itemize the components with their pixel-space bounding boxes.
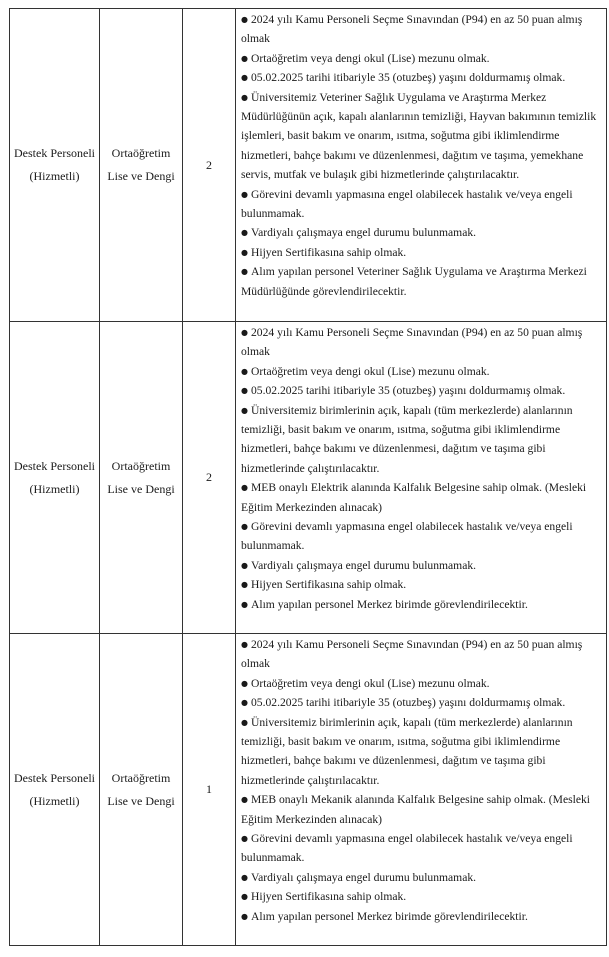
table-row xyxy=(10,634,607,946)
requirement-text: Vardiyalı çalışmaya engel durumu bulunmamak. xyxy=(250,870,477,884)
requirement-text: Görevini devamlı yapmasına engel olabilecek hastalık ve/veya engeli bulunmamak. xyxy=(241,520,573,553)
bullet-icon: ● xyxy=(241,247,248,257)
requirement-text: 05.02.2025 tarihi itibariyle 35 (otuzbeş) yaşını doldurmamış olmak. xyxy=(250,696,566,710)
bullet-icon: ● xyxy=(241,73,248,83)
positions-table xyxy=(9,8,607,946)
requirement-item xyxy=(241,362,602,381)
position-cell xyxy=(10,322,100,634)
requirement-item xyxy=(241,243,602,262)
requirements-cell xyxy=(236,634,607,946)
education-cell xyxy=(100,322,183,634)
education-detail: Lise ve Dengi xyxy=(107,481,175,496)
bullet-icon: ● xyxy=(241,560,248,570)
requirement-item xyxy=(241,635,602,674)
position-title: Destek Personeli xyxy=(14,146,95,160)
education-level: Ortaöğretim xyxy=(111,458,171,473)
requirement-text: Hijyen Sertifikasına sahip olmak. xyxy=(250,245,407,259)
requirement-text: Vardiyalı çalışmaya engel durumu bulunmamak. xyxy=(250,226,477,240)
position-title: Destek Personeli xyxy=(14,770,95,785)
requirement-item xyxy=(241,556,602,575)
requirement-text: 2024 yılı Kamu Personeli Seçme Sınavından (P94) en az 50 puan almış olmak xyxy=(241,638,583,671)
count-cell xyxy=(183,322,236,634)
requirement-item xyxy=(241,713,602,791)
bullet-icon: ● xyxy=(241,599,248,609)
requirement-item xyxy=(241,381,602,400)
requirement-item xyxy=(241,790,602,829)
requirement-text: Hijyen Sertifikasına sahip olmak. xyxy=(250,890,407,904)
requirement-text: Görevini devamlı yapmasına engel olabilecek hastalık ve/veya engeli bulunmamak. xyxy=(241,187,573,221)
bullet-icon: ● xyxy=(241,911,248,921)
requirement-text: 05.02.2025 tarihi itibariyle 35 (otuzbeş) yaşını doldurmamış olmak. xyxy=(250,71,566,85)
position-subtitle: (Hizmetli) xyxy=(29,169,80,183)
bullet-icon: ● xyxy=(241,522,248,532)
requirement-item xyxy=(241,693,602,712)
bullet-icon: ● xyxy=(241,267,248,277)
bullet-icon: ● xyxy=(241,678,248,688)
bullet-icon: ● xyxy=(241,53,248,63)
requirement-text: Hijyen Sertifikasına sahip olmak. xyxy=(250,578,407,592)
requirement-item xyxy=(241,829,602,868)
requirement-item xyxy=(241,595,602,614)
position-count: 2 xyxy=(206,157,212,172)
requirements-cell xyxy=(236,322,607,634)
position-cell xyxy=(10,634,100,946)
requirement-item xyxy=(241,907,602,926)
position-cell xyxy=(10,9,100,322)
requirement-item xyxy=(241,478,602,517)
requirement-item xyxy=(241,185,602,224)
position-subtitle: (Hizmetli) xyxy=(29,793,80,808)
education-detail: Lise ve Dengi xyxy=(107,793,175,808)
requirement-item xyxy=(241,517,602,556)
requirement-text: 2024 yılı Kamu Personeli Seçme Sınavından (P94) en az 50 puan almış olmak xyxy=(241,13,583,46)
requirement-text: Görevini devamlı yapmasına engel olabilecek hastalık ve/veya engeli bulunmamak. xyxy=(241,832,573,865)
requirement-text: Ortaöğretim veya dengi okul (Lise) mezunu olmak. xyxy=(250,364,490,378)
bullet-icon: ● xyxy=(241,92,248,102)
bullet-icon: ● xyxy=(241,834,248,844)
bullet-icon: ● xyxy=(241,717,248,727)
count-cell xyxy=(183,9,236,322)
requirement-text: Üniversitemiz birimlerinin açık, kapalı (tüm merkezlerde) alanlarının temizliği, basit bakım ve onarım, ısıtma, soğutma gibi iklimlendirme hizmetleri, bahçe bakımı ve düzenlenmesi, dağıtım ve taşıma gibi hizmetlerinde çalıştırılacaktır. xyxy=(241,403,573,475)
requirement-item xyxy=(241,262,602,301)
education-cell xyxy=(100,9,183,322)
requirement-item xyxy=(241,68,602,87)
table-row xyxy=(10,322,607,634)
bullet-icon: ● xyxy=(241,795,248,805)
bullet-icon: ● xyxy=(241,386,248,396)
bullet-icon: ● xyxy=(241,483,248,493)
requirement-item xyxy=(241,49,602,68)
education-level: Ortaöğretim xyxy=(111,770,171,785)
bullet-icon: ● xyxy=(241,872,248,882)
requirement-text: Alım yapılan personel Merkez birimde görevlendirilecektir. xyxy=(250,909,528,923)
requirement-text: Vardiyalı çalışmaya engel durumu bulunmamak. xyxy=(250,558,477,572)
requirement-item xyxy=(241,868,602,887)
bullet-icon: ● xyxy=(241,228,248,238)
education-level: Ortaöğretim xyxy=(111,146,171,160)
requirement-text: Ortaöğretim veya dengi okul (Lise) mezunu olmak. xyxy=(250,51,490,65)
requirement-item xyxy=(241,887,602,906)
requirement-text: Alım yapılan personel Merkez birimde görevlendirilecektir. xyxy=(250,597,528,611)
bullet-icon: ● xyxy=(241,328,248,337)
requirement-item xyxy=(241,88,602,185)
bullet-icon: ● xyxy=(241,15,248,24)
education-cell xyxy=(100,634,183,946)
position-title: Destek Personeli xyxy=(14,458,95,473)
bullet-icon: ● xyxy=(241,640,248,649)
requirement-text: Üniversitemiz Veteriner Sağlık Uygulama ve Araştırma Merkez Müdürlüğünün açık, kapalı alanlarının temizliği, Hayvan bakımının temizlik işlemleri, basit bakım ve onarım, ısıtma, soğutma gibi iklimlendirme hizmetleri, bahçe bakımı ve düzenlenmesi, dağıtım ve taşıma, yemekhane servis, mutfak ve bulaşık gibi hizmetlerinde çalıştırılacaktır. xyxy=(241,90,597,182)
requirement-item xyxy=(241,674,602,693)
position-subtitle: (Hizmetli) xyxy=(29,481,80,496)
requirements-cell xyxy=(236,9,607,322)
bullet-icon: ● xyxy=(241,366,248,376)
position-count: 2 xyxy=(206,470,212,484)
requirement-item xyxy=(241,323,602,362)
bullet-icon: ● xyxy=(241,698,248,708)
count-cell xyxy=(183,634,236,946)
requirement-item xyxy=(241,10,602,49)
bullet-icon: ● xyxy=(241,580,248,590)
requirement-text: MEB onaylı Mekanik alanında Kalfalık Belgesine sahip olmak. (Mesleki Eğitim Merkezinden alınacak) xyxy=(241,793,591,826)
requirement-item xyxy=(241,223,602,242)
position-count: 1 xyxy=(206,782,212,796)
requirement-text: Alım yapılan personel Veteriner Sağlık Uygulama ve Araştırma Merkezi Müdürlüğünde görevlendirilecektir. xyxy=(241,265,587,298)
table-row xyxy=(10,9,607,322)
bullet-icon: ● xyxy=(241,892,248,902)
requirement-text: Ortaöğretim veya dengi okul (Lise) mezunu olmak. xyxy=(250,676,490,690)
requirement-item xyxy=(241,401,602,479)
requirement-text: Üniversitemiz birimlerinin açık, kapalı (tüm merkezlerde) alanlarının temizliği, basit bakım ve onarım, ısıtma, soğutma gibi iklimlendirme hizmetleri, bahçe bakımı ve düzenlenmesi, dağıtım ve taşıma gibi hizmetlerinde çalıştırılacaktır. xyxy=(241,715,573,787)
bullet-icon: ● xyxy=(241,189,248,199)
education-detail: Lise ve Dengi xyxy=(107,169,175,183)
requirement-item xyxy=(241,575,602,594)
requirement-text: 05.02.2025 tarihi itibariyle 35 (otuzbeş) yaşını doldurmamış olmak. xyxy=(250,384,566,398)
requirement-text: MEB onaylı Elektrik alanında Kalfalık Belgesine sahip olmak. (Mesleki Eğitim Merkezinden alınacak) xyxy=(241,481,587,514)
requirement-text: 2024 yılı Kamu Personeli Seçme Sınavından (P94) en az 50 puan almış olmak xyxy=(241,326,583,359)
bullet-icon: ● xyxy=(241,405,248,415)
